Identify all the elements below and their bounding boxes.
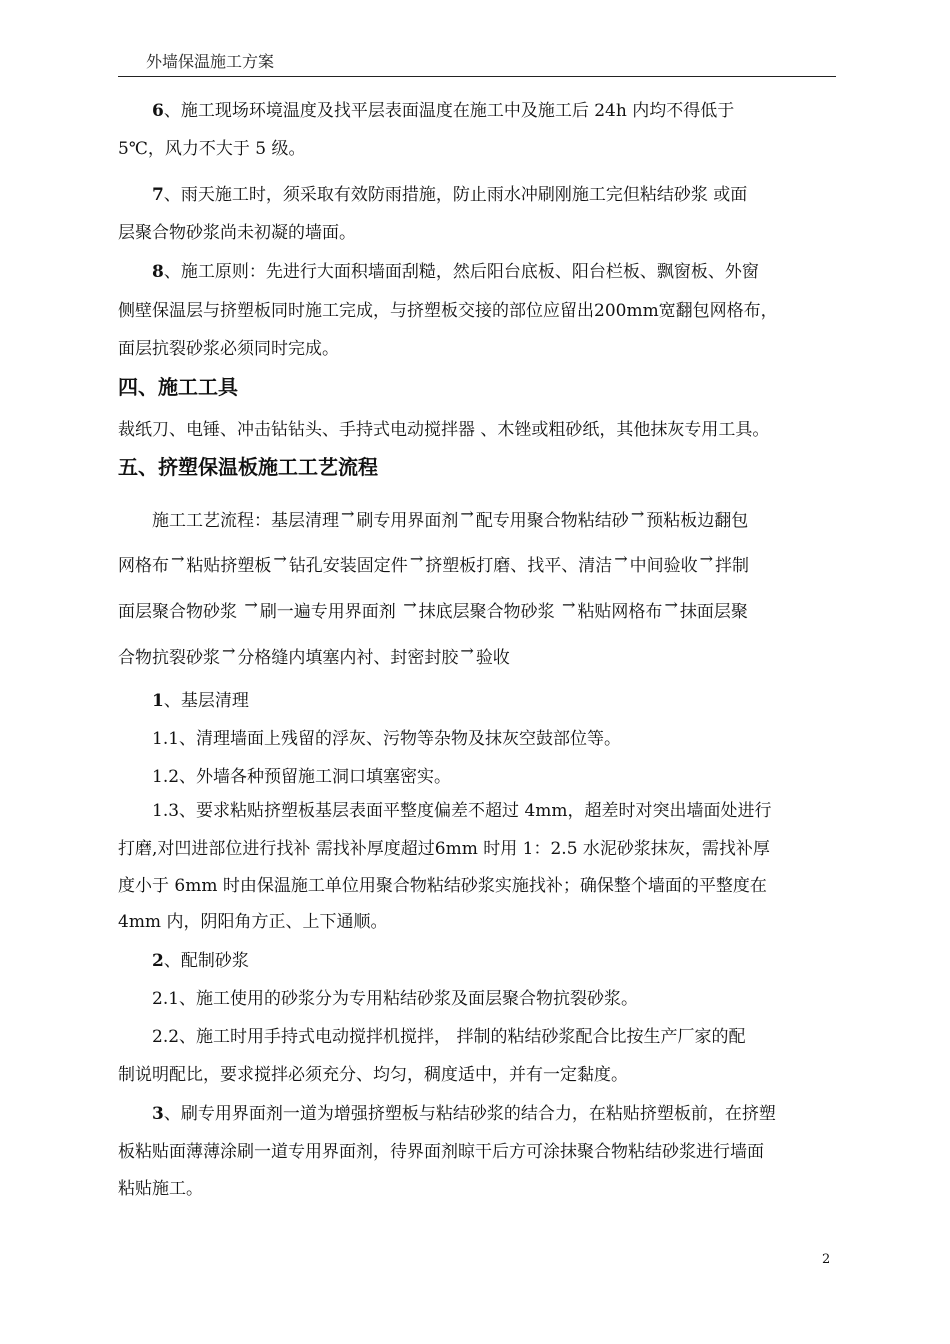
flow-step: 中间验收 <box>629 556 698 576</box>
item-2-2-line1: 2.2、施工时用手持式电动搅拌机搅拌， 拌制的粘结砂浆配合比按生产厂家的配 <box>152 1027 746 1047</box>
paragraph-8-line1 <box>118 253 838 291</box>
subsection-2-title <box>152 942 872 980</box>
flow-step: 粘贴挤塑板 <box>186 556 272 576</box>
flow-line-2 <box>118 551 749 581</box>
flow-step: 配专用聚合物粘结砂 <box>475 511 629 531</box>
flow-step: 网格布 <box>118 556 169 576</box>
flow-step: 分格缝内填塞内衬、封密封胶 <box>237 648 459 668</box>
item-2-1: 2.1、施工使用的砂浆分为专用粘结砂浆及面层聚合物抗裂砂浆。 <box>152 989 639 1009</box>
arrow-icon: → <box>699 549 714 568</box>
subsection-1-title <box>152 682 872 720</box>
flow-step: 刷一遍专用界面剂 <box>259 602 402 622</box>
item-number: 3 <box>152 1104 164 1124</box>
subsection-title: 、基层清理 <box>163 691 249 711</box>
item-1-1: 1.1、清理墙面上残留的浮灰、污物等杂物及抹灰空鼓部位等。 <box>152 729 622 749</box>
paragraph-8-line2: 侧壁保温层与挤塑板同时施工完成，与挤塑板交接的部位应留出200mm宽翻包网格布， <box>118 301 778 321</box>
flow-line-3 <box>118 597 748 627</box>
paragraph-6-line2: 5℃，风力不大于 5 级。 <box>118 139 306 159</box>
item-1-3-line1: 1.3、要求粘贴挤塑板基层表面平整度偏差不超过 4mm，超差时对突出墙面处进行 <box>152 801 772 821</box>
arrow-icon: → <box>460 504 474 523</box>
flow-step: 预粘板边翻包 <box>646 511 749 531</box>
paragraph-text: 、刷专用界面剂一道为增强挤塑板与粘结砂浆的结合力，在粘贴挤塑板前，在挤塑 <box>163 1104 776 1124</box>
flow-step: 拌制 <box>715 556 750 576</box>
paragraph-7-line1 <box>118 176 838 214</box>
item-number: 1 <box>152 691 164 711</box>
arrow-icon: → <box>409 549 424 568</box>
flow-step: 刷专用界面剂 <box>356 511 459 531</box>
arrow-icon: → <box>664 595 678 614</box>
arrow-icon: → <box>171 549 185 568</box>
flow-line-4 <box>118 643 510 673</box>
flow-step: 施工工艺流程：基层清理 <box>152 511 339 531</box>
paragraph-8-line3: 面层抗裂砂浆必须同时完成。 <box>118 339 339 359</box>
flow-step: 合物抗裂砂浆 <box>118 648 220 668</box>
arrow-icon: → <box>630 504 645 523</box>
subsection-3-line2: 板粘贴面薄薄涂刷一道专用界面剂，待界面剂晾干后方可涂抹聚合物粘结砂浆进行墙面 <box>118 1142 764 1162</box>
flow-step: 粘贴网格布 <box>577 602 663 622</box>
arrow-icon: → <box>562 595 576 614</box>
arrow-icon: → <box>222 641 236 660</box>
arrow-icon: → <box>614 549 628 568</box>
subsection-3-line1 <box>118 1095 838 1133</box>
item-1-3-line3: 度小于 6mm 时由保温施工单位用聚合物粘结砂浆实施找补；确保整个墙面的平整度在 <box>118 876 767 896</box>
item-number: 6 <box>152 101 164 121</box>
flow-step: 抹底层聚合物砂浆 <box>418 602 561 622</box>
page-header <box>118 46 836 77</box>
flow-step: 挤塑板打磨、找平、清洁 <box>425 556 613 576</box>
item-number: 7 <box>152 185 164 205</box>
paragraph-text: 、雨天施工时，须采取有效防雨措施，防止雨水冲刷刚施工完但粘结砂浆 或面 <box>163 185 748 205</box>
paragraph-text: 、施工现场环境温度及找平层表面温度在施工中及施工后 24h 内均不得低于 <box>163 101 735 121</box>
arrow-icon: → <box>341 504 355 523</box>
flow-step: 抹面层聚 <box>679 602 748 622</box>
paragraph-7-line2: 层聚合物砂浆尚未初凝的墙面。 <box>118 223 356 243</box>
arrow-icon: → <box>403 595 417 614</box>
section-4-text: 裁纸刀、电锤、冲击钻钻头、手持式电动搅拌器 、木锉或粗砂纸，其他抹灰专用工具。 <box>118 420 770 440</box>
item-1-2: 1.2、外墙各种预留施工洞口填塞密实。 <box>152 767 452 787</box>
subsection-3-line3: 粘贴施工。 <box>118 1179 203 1199</box>
item-number: 8 <box>152 262 164 282</box>
item-number: 2 <box>152 951 164 971</box>
flow-step: 验收 <box>475 648 510 668</box>
arrow-icon: → <box>244 595 258 614</box>
paragraph-text: 、施工原则：先进行大面积墙面刮糙，然后阳台底板、阳台栏板、飘窗板、外窗 <box>163 262 759 282</box>
item-1-3-line4: 4mm 内，阴阳角方正、上下通顺。 <box>118 912 388 932</box>
item-2-2-line2: 制说明配比，要求搅拌必须充分、均匀，稠度适中，并有一定黏度。 <box>118 1065 628 1085</box>
section-4-heading: 四、施工工具 <box>118 375 238 399</box>
page-number: 2 <box>822 1252 831 1267</box>
section-5-heading: 五、挤塑保温板施工工艺流程 <box>118 455 378 479</box>
flow-step: 钻孔安装固定件 <box>288 556 408 576</box>
paragraph-6-line1 <box>118 92 838 130</box>
item-1-3-line2: 打磨,对凹进部位进行找补 需找补厚度超过6mm 时用 1：2.5 水泥砂浆抹灰，需找补厚 <box>118 839 770 859</box>
subsection-title: 、配制砂浆 <box>163 951 249 971</box>
flow-line-1 <box>152 506 748 536</box>
header-title: 外墙保温施工方案 <box>146 52 275 71</box>
arrow-icon: → <box>460 641 474 660</box>
arrow-icon: → <box>273 549 287 568</box>
flow-step: 面层聚合物砂浆 <box>118 602 243 622</box>
